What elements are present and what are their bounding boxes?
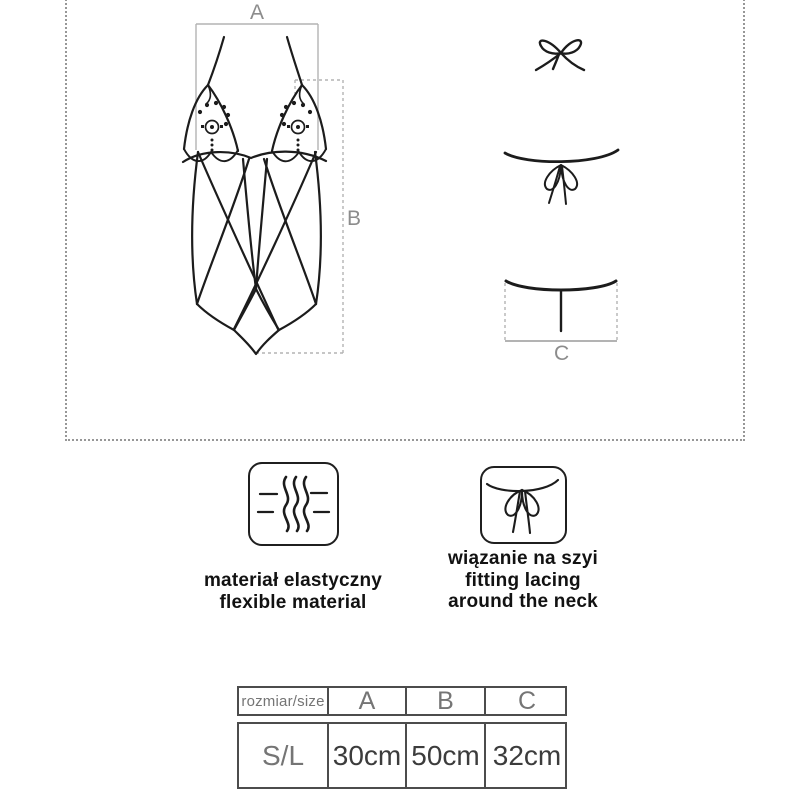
cup-embroidery [198,101,312,152]
size-table-header-b: B [405,688,484,714]
bottom-closure-detail-icon [505,281,617,341]
back-tie-detail-icon [505,150,618,204]
garment-outline [183,37,326,354]
feature-flexible-material-label: materiał elastyczny flexible material [203,570,383,613]
measure-label-c: C [554,342,571,365]
elastic-material-icon [250,464,336,543]
size-table-header-size: rozmiar/size [241,692,325,710]
size-table-header-row [237,686,567,716]
measure-label-b: B [347,207,363,230]
feature-neck-lacing-label: wiązanie na szyi fitting lacing around the neck [448,548,598,612]
neck-lacing-icon-box [480,466,567,544]
size-table-header-a: A [327,688,405,714]
value-cell-b: 50cm [405,724,484,787]
size-table-data-row [237,722,567,789]
size-table-header-c: C [484,688,568,714]
value-cell-c: 32cm [484,724,568,787]
neck-lacing-icon [482,468,564,541]
neck-bow-detail-icon [536,40,584,70]
value-cell-a: 30cm [327,724,405,787]
elastic-material-icon-box [248,462,339,546]
measure-label-a: A [250,1,266,24]
measure-guides [196,24,343,353]
size-cell: S/L [261,739,305,771]
